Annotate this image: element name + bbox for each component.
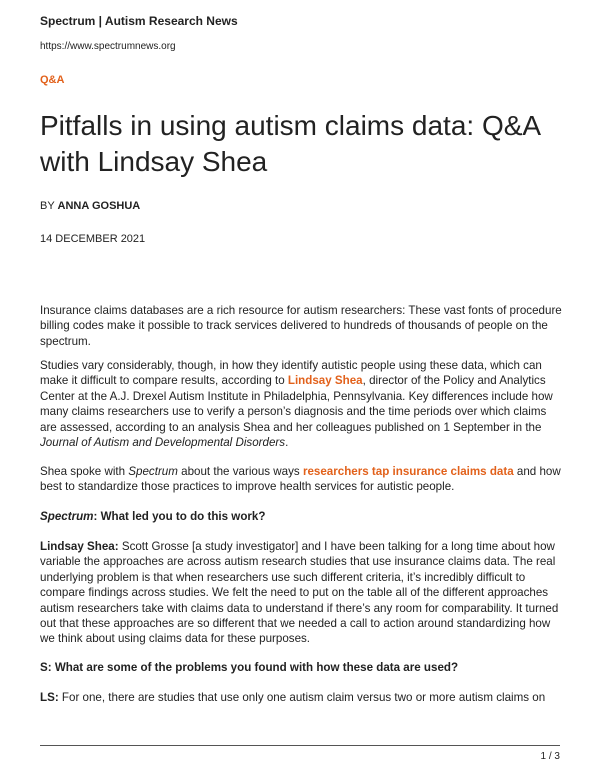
answer-1-speaker: Lindsay Shea: bbox=[40, 540, 119, 553]
question-1 bbox=[40, 509, 562, 524]
question-1-speaker: Spectrum bbox=[40, 510, 94, 523]
p2-text-c: . bbox=[285, 436, 289, 450]
answer-2-speaker: LS: bbox=[40, 691, 59, 704]
byline-prefix: BY bbox=[40, 200, 58, 212]
article-title: Pitfalls in using autism claims data: Q&A with Lindsay Shea bbox=[40, 110, 540, 177]
question-2: S: What are some of the problems you found with how these data are used? bbox=[40, 661, 459, 674]
question-1-text: : What led you to do this work? bbox=[93, 510, 266, 523]
paragraph-context bbox=[40, 358, 562, 450]
p2-text-b: , director of the Policy and Analytics Center at the A.J. Drexel Autism Institute in Philadelphia, Pennsylvania. Key differences include how many claims researchers use to verify a person’s diagnosis and the time periods over which claims are assessed, according to an analysis Shea and her colleagues published on 1 September in the bbox=[40, 374, 553, 434]
site-title: Spectrum | Autism Research News bbox=[40, 14, 238, 28]
author-name: ANNA GOSHUA bbox=[57, 200, 141, 212]
p3-text-a: Shea spoke with bbox=[40, 465, 129, 478]
byline bbox=[40, 200, 140, 212]
footer-divider bbox=[40, 745, 560, 746]
lindsay-shea-link[interactable]: Lindsay Shea bbox=[287, 374, 363, 388]
journal-name: Journal of Autism and Developmental Disorders bbox=[40, 436, 286, 450]
site-url[interactable]: https://www.spectrumnews.org bbox=[40, 41, 176, 52]
paragraph-intro: Insurance claims databases are a rich resource for autism researchers: These vast fonts of procedure billing codes make it possible to track services delivered to hundreds of thousands of people on the spectrum. bbox=[40, 304, 562, 348]
p2-text-a: Studies vary considerably, though, in how they identify autistic people using these data, which can make it difficult to compare results, according to bbox=[40, 359, 542, 388]
spectrum-name: Spectrum bbox=[128, 465, 178, 478]
claims-data-link[interactable]: researchers tap insurance claims data bbox=[302, 465, 514, 478]
publish-date: 14 DECEMBER 2021 bbox=[40, 233, 146, 245]
answer-1 bbox=[40, 539, 562, 647]
p3-text-b: about the various ways bbox=[177, 465, 303, 478]
answer-2 bbox=[40, 690, 562, 705]
article-category[interactable]: Q&A bbox=[40, 74, 65, 86]
answer-1-text: Scott Grosse [a study investigator] and I have been talking for a long time about how variable the approaches are across autism research studies that use insurance claims data. The real underlying problem is that when researchers use such different criteria, it’s incredibly difficult to compare findings across studies. We felt the need to put on the table all of the different approaches autism researchers take with claims data to understand if there’s any room for comparability. It turned out that these approaches are so different that we needed a call to action around standardizing how we think about using claims data for these purposes. bbox=[40, 540, 559, 646]
p3-text-c: and how best to standardize those practices to improve health services for autistic people. bbox=[40, 465, 561, 494]
page-number: 1 / 3 bbox=[540, 751, 560, 762]
paragraph-interview-intro bbox=[40, 464, 562, 495]
answer-2-text: For one, there are studies that use only one autism claim versus two or more autism claims on bbox=[58, 691, 546, 704]
